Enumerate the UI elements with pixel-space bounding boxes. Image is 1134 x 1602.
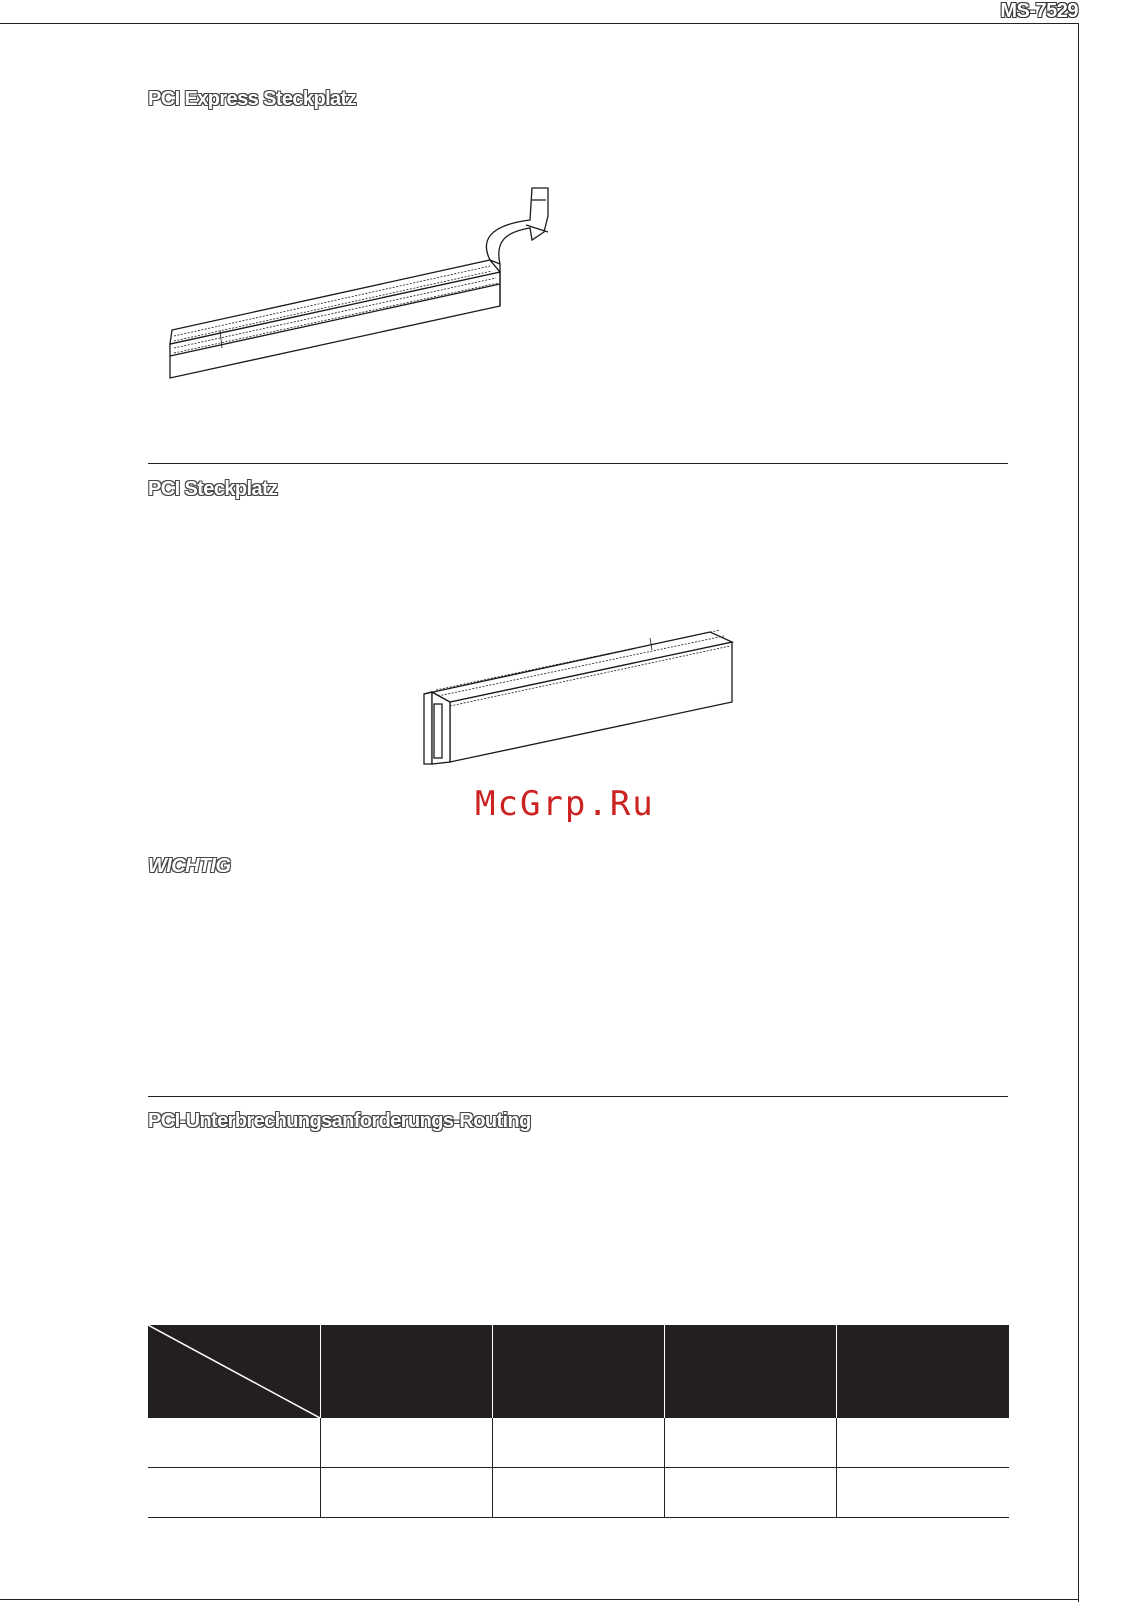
table-cell	[665, 1468, 837, 1518]
table-cell	[148, 1468, 321, 1518]
important-heading: WICHTIG	[148, 855, 231, 877]
irq-table-header	[665, 1325, 837, 1418]
section-divider	[148, 463, 1008, 464]
model-label: MS-7529	[1000, 0, 1078, 22]
page-border-right	[1078, 24, 1079, 1602]
irq-table-header	[321, 1325, 493, 1418]
section-divider	[148, 1096, 1008, 1097]
table-cell	[665, 1418, 837, 1468]
table-cell	[321, 1468, 493, 1518]
irq-table-corner-cell	[148, 1325, 321, 1418]
page-border-top	[0, 23, 1079, 24]
table-cell	[837, 1418, 1009, 1468]
table-cell	[837, 1468, 1009, 1518]
table-cell	[493, 1418, 665, 1468]
irq-table-header-row	[148, 1325, 1009, 1418]
watermark: McGrp.Ru	[475, 784, 655, 824]
table-cell	[148, 1418, 321, 1468]
pci-slot-illustration	[420, 620, 740, 770]
irq-table-header	[493, 1325, 665, 1418]
page-border-bottom	[0, 1599, 1079, 1600]
table-cell	[493, 1468, 665, 1518]
pcie-slot-illustration	[160, 180, 580, 380]
pci-slot-heading: PCI Steckplatz	[148, 478, 278, 500]
table-cell	[321, 1418, 493, 1468]
irq-table-header	[837, 1325, 1009, 1418]
corner-diagonal	[148, 1325, 320, 1418]
irq-routing-heading: PCI-Unterbrechungsanforderungs-Routing	[148, 1110, 531, 1132]
pcie-slot-heading: PCI Express Steckplatz	[148, 88, 357, 110]
table-row	[148, 1418, 1009, 1468]
irq-routing-table	[148, 1325, 1009, 1518]
table-row	[148, 1468, 1009, 1518]
